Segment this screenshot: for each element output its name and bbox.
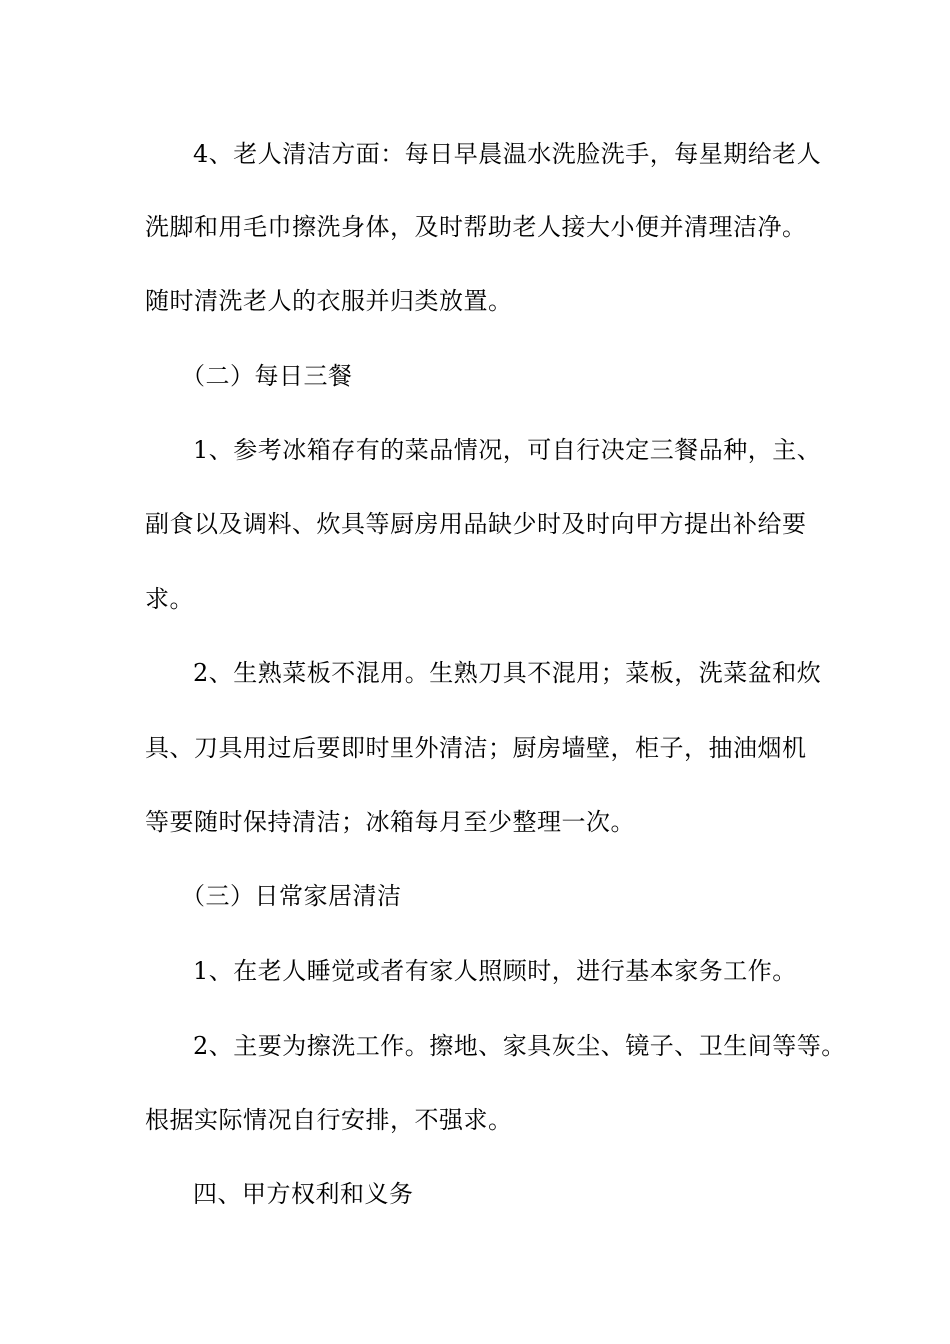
paragraph-line: 1、参考冰箱存有的菜品情况，可自行决定三餐品种，主、 xyxy=(193,436,822,464)
paragraph-line: 洗脚和用毛巾擦洗身体，及时帮助老人接大小便并清理洁净。 xyxy=(145,213,807,241)
paragraph-line: 根据实际情况自行安排，不强求。 xyxy=(145,1106,513,1134)
paragraph-line: 4、老人清洁方面：每日早晨温水洗脸洗手，每星期给老人 xyxy=(193,140,822,168)
paragraph-line: 随时清洗老人的衣服并归类放置。 xyxy=(145,287,513,315)
paragraph-line: 2、生熟菜板不混用。生熟刀具不混用；菜板，洗菜盆和炊 xyxy=(193,659,822,687)
paragraph-line: 2、主要为擦洗工作。擦地、家具灰尘、镜子、卫生间等等。 xyxy=(193,1032,846,1060)
paragraph-line: 具、刀具用过后要即时里外清洁；厨房墙壁，柜子，抽油烟机 xyxy=(145,734,807,762)
paragraph-line: 1、在老人睡觉或者有家人照顾时，进行基本家务工作。 xyxy=(193,957,797,985)
paragraph-line: 副食以及调料、炊具等厨房用品缺少时及时向甲方提出补给要 xyxy=(145,510,807,538)
paragraph-line: 等要随时保持清洁；冰箱每月至少整理一次。 xyxy=(145,808,635,836)
section-heading: （三）日常家居清洁 xyxy=(181,882,402,910)
section-heading: 四、甲方权利和义务 xyxy=(193,1180,414,1208)
section-heading: （二）每日三餐 xyxy=(181,362,353,390)
paragraph-line: 求。 xyxy=(145,585,194,613)
